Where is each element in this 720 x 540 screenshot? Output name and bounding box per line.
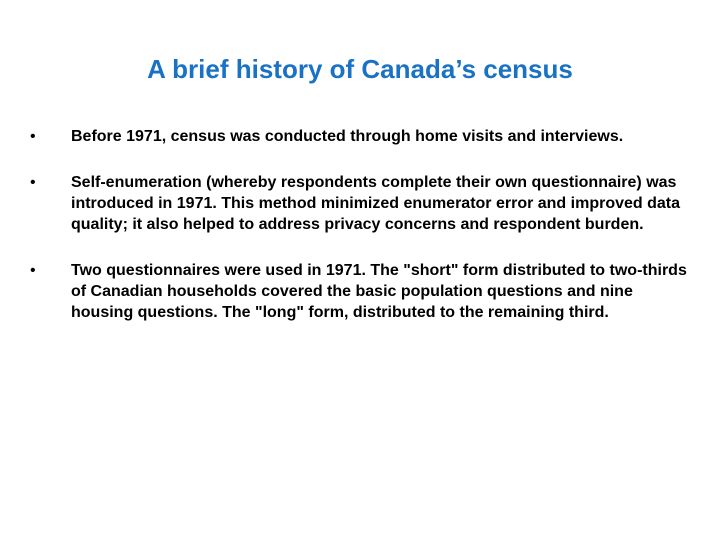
bullet-text: Two questionnaires were used in 1971. The "short" form distributed to two-thirds of Canadian households covered the basic population questions and nine housing questions. The "long" form, distributed to the remaining third.	[71, 262, 687, 321]
bullet-marker: •	[30, 174, 36, 191]
slide-title: A brief history of Canada’s census	[147, 54, 573, 84]
bullet-marker: •	[30, 262, 36, 279]
bullet-text: Self-enumeration (whereby respondents complete their own questionnaire) was introduced in 1971. This method minimized enumerator error and improved data quality; it also helped to address privacy concerns and respondent burden.	[71, 174, 681, 233]
bullet-item	[30, 126, 690, 147]
bullet-item	[30, 260, 690, 323]
bullet-item	[30, 172, 690, 235]
bullet-marker: •	[30, 128, 36, 145]
bullet-list	[30, 126, 690, 323]
bullet-text: Before 1971, census was conducted through home visits and interviews.	[71, 128, 624, 145]
